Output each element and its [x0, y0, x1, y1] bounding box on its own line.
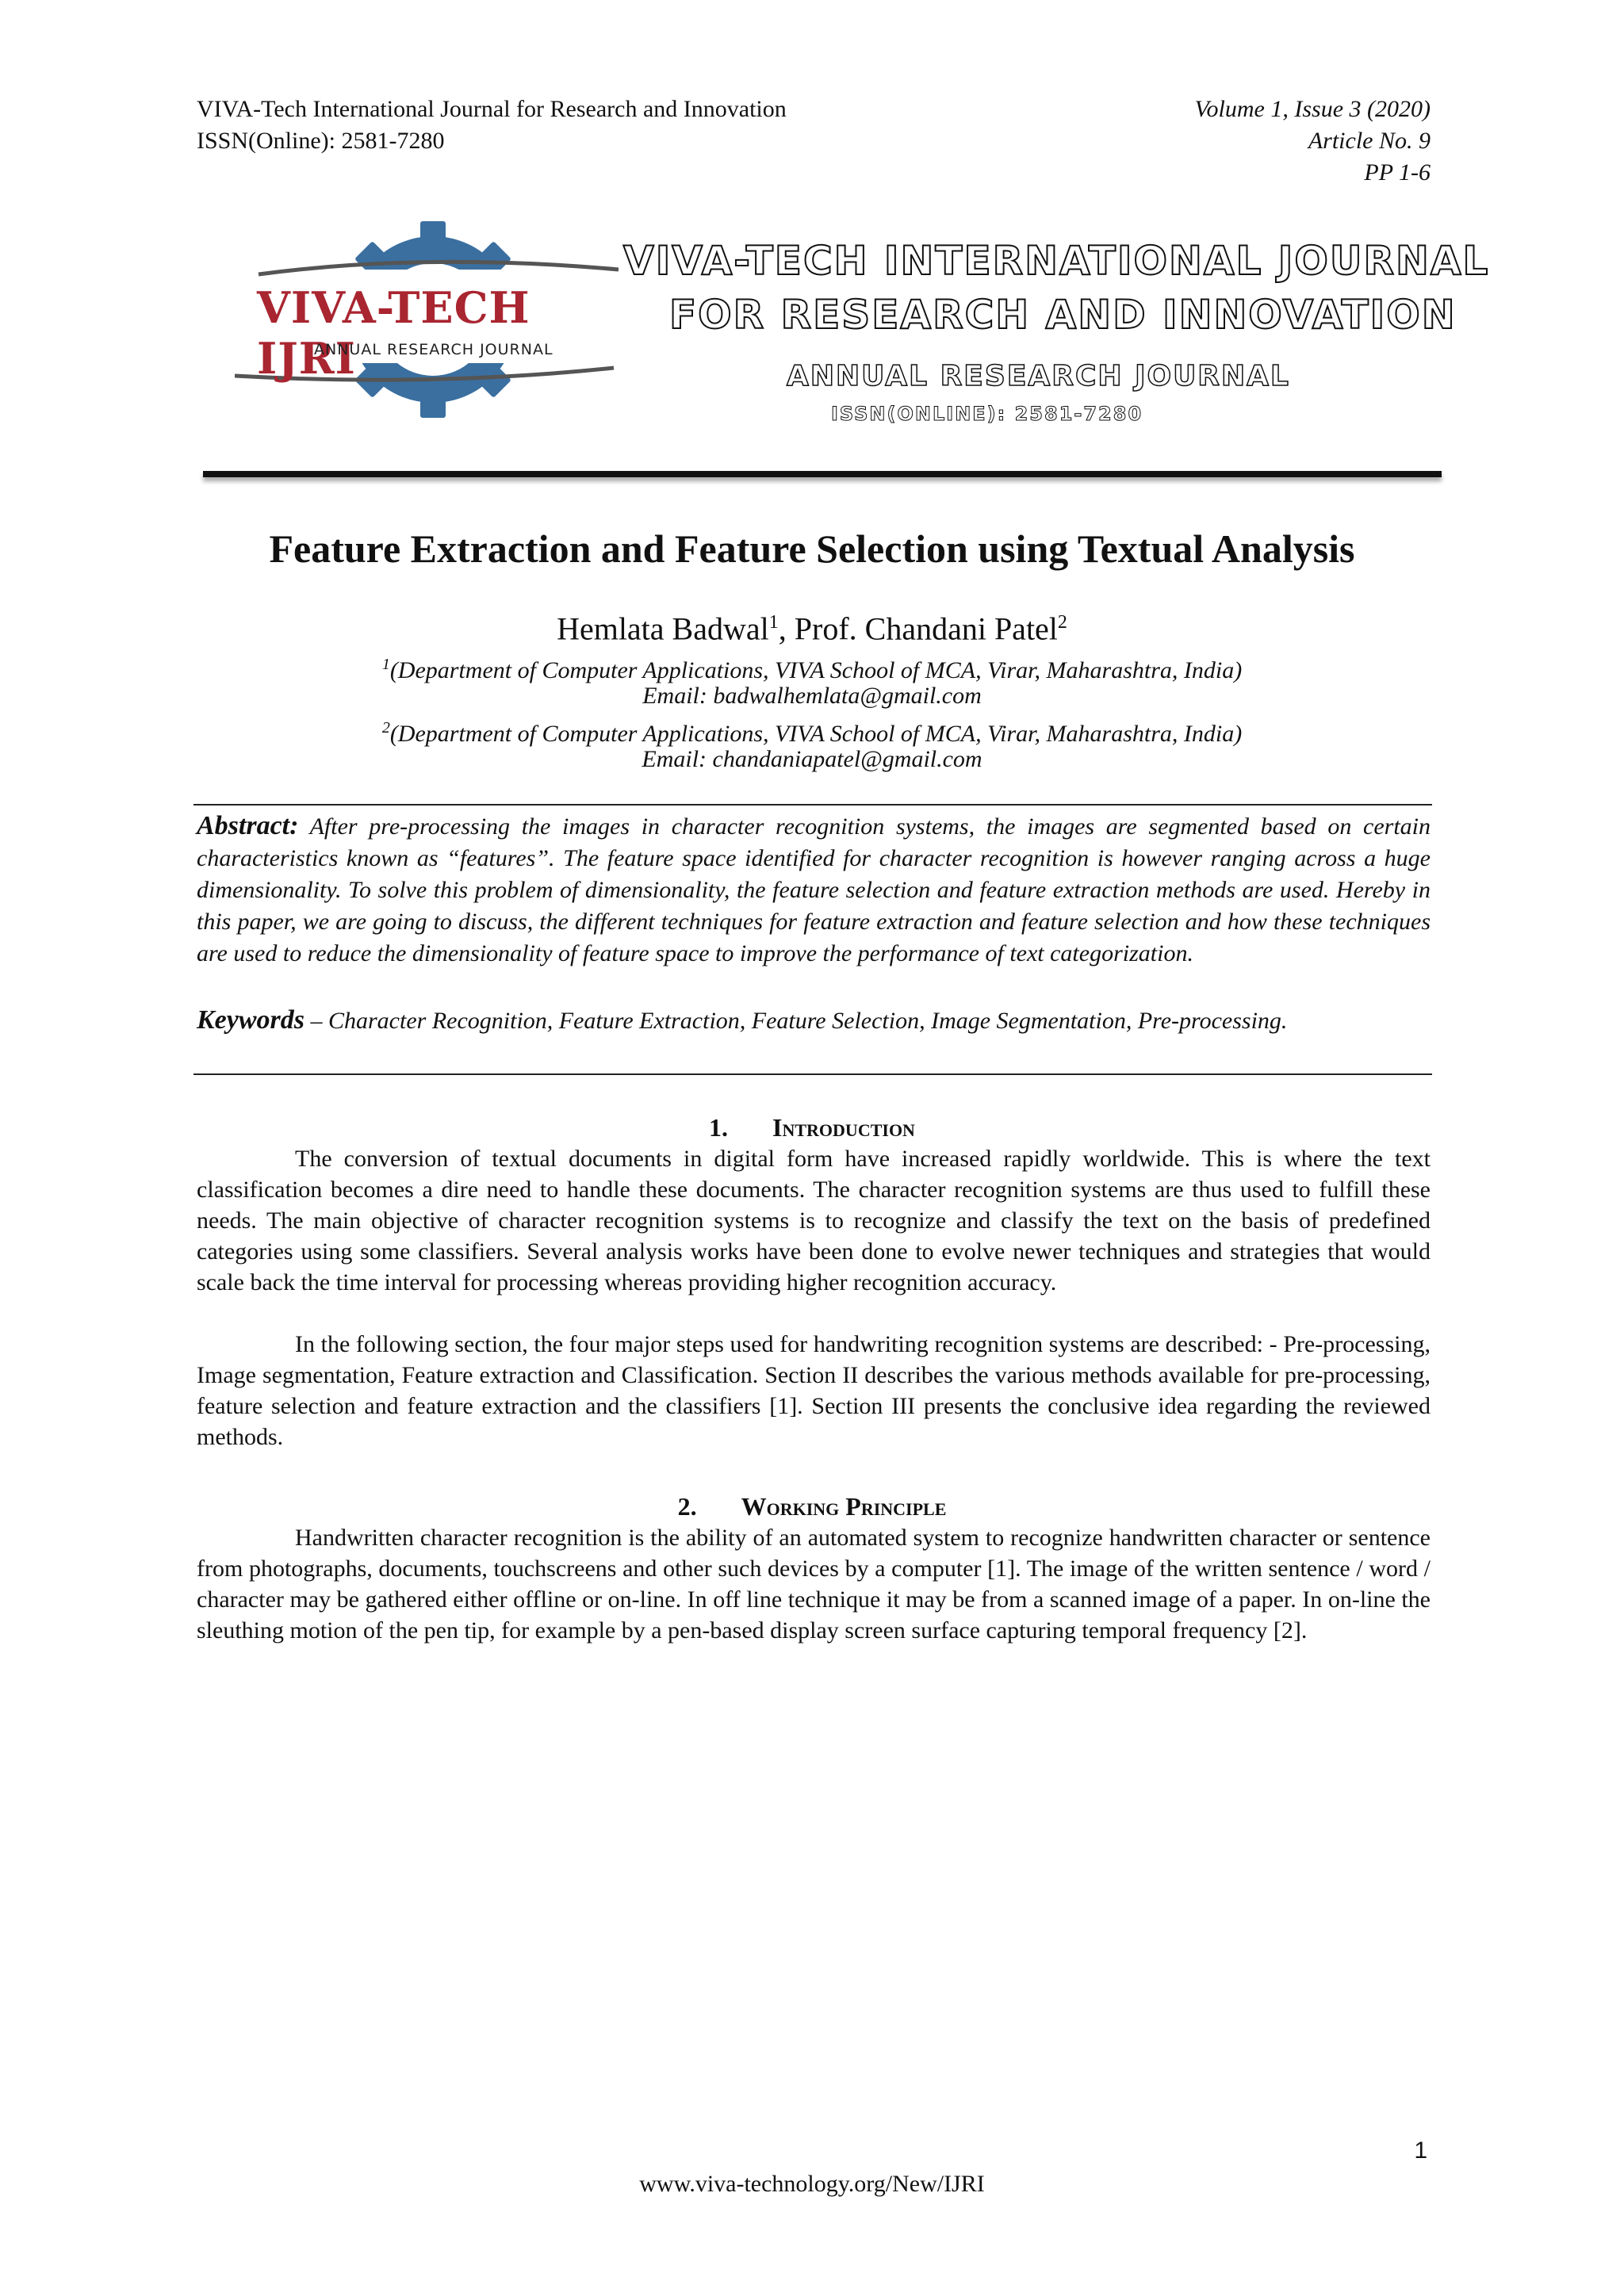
keywords-dash: – — [304, 1008, 328, 1034]
author-1: Hemlata Badwal — [557, 610, 769, 647]
journal-logo — [235, 220, 623, 419]
affiliation-1-mark: 1 — [381, 656, 390, 673]
section-heading-working-principle — [0, 1490, 1624, 1522]
section-number: 2. — [677, 1492, 697, 1521]
volume-issue: Volume 1, Issue 3 (2020) — [1194, 96, 1431, 122]
running-header-left — [197, 94, 787, 157]
author-2-mark: 2 — [1057, 612, 1067, 633]
section-number: 1. — [709, 1113, 729, 1142]
section-title: Introduction — [772, 1113, 915, 1142]
banner-title-line1: VIVA-TECH INTERNATIONAL JOURNAL — [623, 238, 1490, 284]
author-2-email: Email: chandaniapatel@gmail.com — [642, 746, 982, 772]
journal-banner — [235, 220, 1490, 434]
author-1-mark: 1 — [768, 612, 779, 633]
logo-wordmark: VIVA-TECH IJRI — [257, 282, 530, 384]
abstract-top-rule — [193, 804, 1432, 806]
keywords-label: Keywords — [197, 1005, 304, 1035]
author-1-email: Email: badwalhemlata@gmail.com — [642, 683, 982, 709]
author-separator: , — [778, 610, 795, 647]
paragraph: Handwritten character recognition is the ability of an automated system to recognize handwritten character or sentence from photographs, documents, touchscreens and other such devices by a computer [1]. The image of the written sentence / word / character may be gathered either offline or on-line. In off line technique it may be from a scanned image of a paper. In on-line the sleuthing motion of the pen tip, for example by a pen-based display screen surface capturing temporal frequency [2]. — [197, 1525, 1431, 1644]
banner-divider — [203, 471, 1442, 477]
banner-subtitle: ANNUAL RESEARCH JOURNAL — [787, 360, 1290, 392]
article-number: Article No. 9 — [1308, 128, 1431, 154]
keywords-text: Character Recognition, Feature Extraction, Feature Selection, Image Segmentation, Pre-processing. — [328, 1008, 1288, 1034]
author-2: Prof. Chandani Patel — [794, 610, 1058, 647]
affiliation-2-text: (Department of Computer Applications, VIVA School of MCA, Virar, Maharashtra, India) — [389, 721, 1243, 747]
page-number: 1 — [1414, 2137, 1427, 2164]
paper-title: Feature Extraction and Feature Selection using Textual Analysis — [269, 526, 1355, 571]
abstract — [197, 810, 1431, 970]
affiliation-1-text: (Department of Computer Applications, VIVA School of MCA, Virar, Maharashtra, India) — [389, 657, 1243, 683]
paragraph: In the following section, the four major steps used for handwriting recognition systems are described: - Pre-processing, Image segmentation, Feature extraction and Classification. Section II describes the various methods available for pre-processing, feature selection and feature extraction and the classifiers [1]. Section III presents the conclusive idea regarding the reviewed methods. — [197, 1331, 1431, 1450]
section-heading-introduction — [0, 1112, 1624, 1143]
page-range: PP 1-6 — [1364, 159, 1431, 186]
section-title: Working Principle — [741, 1492, 947, 1521]
abstract-text: After pre-processing the images in character recognition systems, the images are segmented based on certain characteristics known as “features”. The feature space identified for character recognition is however ranging across a huge dimensionality. To solve this problem of dimensionality, the feature selection and feature extraction methods are used. Hereby in this paper, we are going to discuss, the different techniques for feature extraction and feature selection and how these techniques are used to reduce the dimensionality of feature space to improve the performance of text categorization. — [197, 813, 1431, 966]
banner-title-line2: FOR RESEARCH AND INNOVATION — [669, 292, 1457, 338]
abstract-bottom-rule — [193, 1073, 1432, 1075]
footer-url: www.viva-technology.org/New/IJRI — [639, 2171, 985, 2197]
journal-name: VIVA-Tech International Journal for Research and Innovation — [197, 96, 787, 122]
paragraph: The conversion of textual documents in digital form have increased rapidly worldwide. This is where the text classification becomes a dire need to handle these documents. The character recognition systems are thus used to fulfill these needs. The main objective of character recognition systems is to recognize and classify the text on the basis of predefined categories using some classifiers. Several analysis works have been done to evolve newer techniques and strategies that would scale back the time interval for processing whereas providing higher recognition accuracy. — [197, 1146, 1431, 1295]
author-line — [0, 603, 1624, 649]
keywords — [197, 1004, 1431, 1038]
banner-issn: ISSN(ONLINE): 2581-7280 — [831, 403, 1143, 425]
running-header-right — [1195, 94, 1431, 189]
affiliation-2-mark: 2 — [381, 719, 390, 737]
logo-subtitle: ANNUAL RESEARCH JOURNAL — [314, 341, 553, 358]
abstract-label: Abstract: — [197, 811, 299, 840]
journal-issn: ISSN(Online): 2581-7280 — [197, 128, 445, 154]
